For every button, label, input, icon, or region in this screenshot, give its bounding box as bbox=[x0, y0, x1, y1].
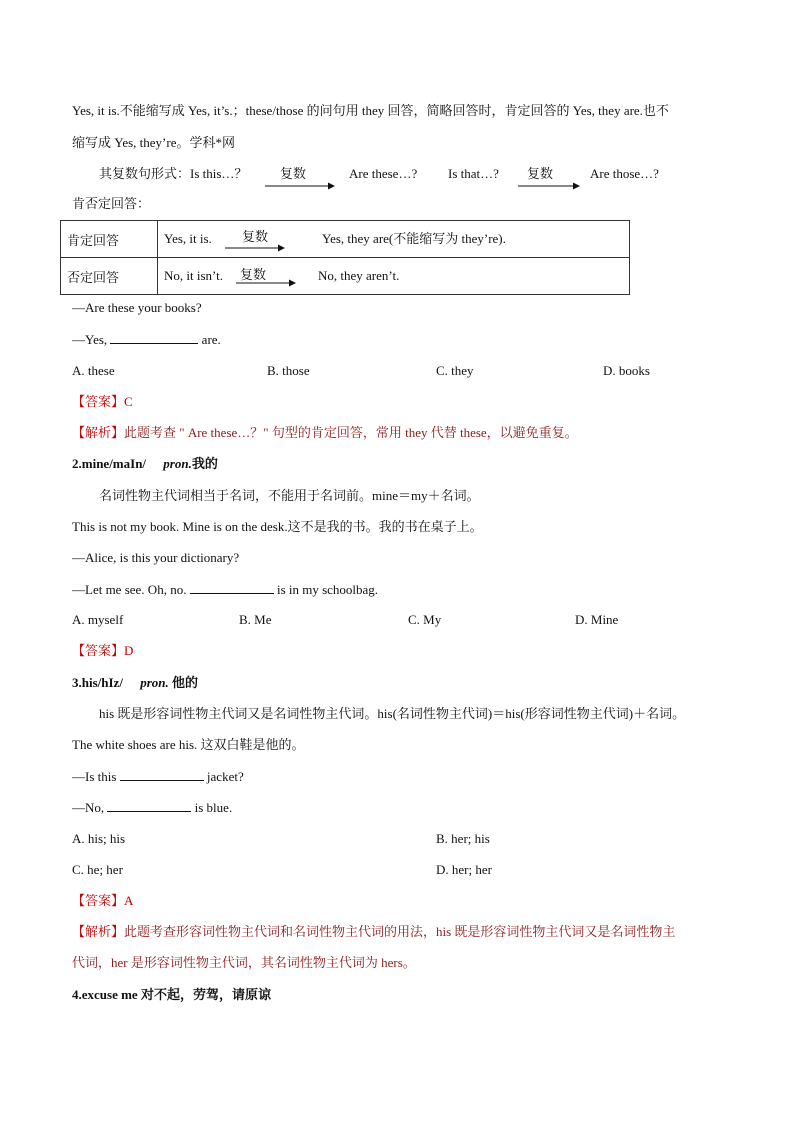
analysis-tag: 【解析】 bbox=[72, 425, 125, 440]
question-line bbox=[72, 799, 232, 816]
analysis-text: 此题考查 " Are these…？" 句型的肯定回答，常用 they 代替 these，以避免重复。 bbox=[124, 425, 578, 440]
analysis-line: 代词，her 是形容词性物主代词，其名词性物主代词为 hers。 bbox=[72, 955, 416, 970]
answer-line: 【答案】D bbox=[72, 643, 134, 658]
answer-blank bbox=[190, 581, 274, 594]
question-text: —No, bbox=[72, 800, 105, 815]
answer-blank bbox=[107, 799, 191, 812]
answer-line: 【答案】A bbox=[72, 893, 134, 908]
analysis-line bbox=[72, 425, 578, 441]
option-c: C. they bbox=[436, 363, 474, 378]
arrow-label: 复数 bbox=[242, 229, 269, 244]
option-c: C. My bbox=[408, 612, 442, 627]
plural-lead: 其复数句形式：Is this…？ bbox=[99, 166, 248, 181]
table-right-text: No, they aren’t. bbox=[318, 268, 400, 283]
heading-word: 2.mine/maIn/ bbox=[72, 456, 147, 471]
heading-cn: 他的 bbox=[171, 675, 198, 690]
question-line bbox=[72, 331, 221, 348]
plural-end: Are those…? bbox=[590, 166, 659, 181]
answer-line: 【答案】C bbox=[72, 394, 133, 409]
table-row bbox=[61, 221, 630, 258]
option-a: A. these bbox=[72, 363, 115, 378]
answer-blank bbox=[110, 331, 198, 344]
option-b: B. her; his bbox=[436, 831, 490, 846]
analysis-line bbox=[72, 924, 675, 940]
plural-mid1: Are these…? bbox=[349, 166, 418, 181]
arrow-label: 复数 bbox=[240, 267, 267, 282]
section-heading bbox=[72, 675, 198, 691]
option-b: B. Me bbox=[239, 612, 272, 627]
table-cell-content bbox=[158, 221, 630, 258]
question-text: is blue. bbox=[194, 800, 233, 815]
question-text: —Let me see. Oh, no. bbox=[72, 582, 187, 597]
table-left-text: No, it isn’t. bbox=[164, 268, 223, 283]
question-text: is in my schoolbag. bbox=[276, 582, 379, 597]
question-text: jacket? bbox=[206, 769, 244, 784]
paragraph-line: his 既是形容词性物主代词又是名词性物主代词。his(名词性物主代词)＝his(形容词性物主代词)＋名词。 bbox=[99, 706, 686, 721]
question-line bbox=[72, 581, 378, 598]
table-cell-label: 否定回答 bbox=[61, 258, 158, 295]
arrow-label: 复数 bbox=[280, 166, 307, 181]
table-left-text: Yes, it is. bbox=[164, 231, 212, 246]
paragraph-line: 名词性物主代词相当于名词，不能用于名词前。mine＝my＋名词。 bbox=[99, 488, 480, 503]
paragraph-line: The white shoes are his. 这双白鞋是他的。 bbox=[72, 737, 305, 752]
answer-blank bbox=[120, 768, 204, 781]
question-line bbox=[72, 768, 244, 785]
question-line: —Alice, is this your dictionary? bbox=[72, 550, 240, 565]
heading-cn: 我的 bbox=[191, 456, 218, 471]
option-a: A. myself bbox=[72, 612, 124, 627]
answer-table bbox=[60, 220, 630, 295]
table-right-text: Yes, they are(不能缩写为 they’re). bbox=[322, 231, 506, 246]
heading-pos: pron. bbox=[163, 456, 192, 471]
right-arrow-icon bbox=[518, 181, 580, 191]
option-d: D. her; her bbox=[436, 862, 492, 877]
plural-mid2: Is that…? bbox=[448, 166, 499, 181]
table-row bbox=[61, 258, 630, 295]
option-a: A. his; his bbox=[72, 831, 126, 846]
table-cell-label: 肯定回答 bbox=[61, 221, 158, 258]
paragraph-line: Yes, it is.不能缩写成 Yes, it’s.；these/those 的问句用 they 回答，简略回答时，肯定回答的 Yes, they are.也不 bbox=[72, 103, 669, 118]
table-cell-content bbox=[158, 258, 630, 295]
paragraph-line: This is not my book. Mine is on the desk.这不是我的书。我的书在桌子上。 bbox=[72, 519, 483, 534]
section-heading: 4.excuse me 对不起，劳驾，请原谅 bbox=[72, 987, 271, 1002]
heading-pos: pron. bbox=[140, 675, 169, 690]
paragraph-line: 缩写成 Yes, they’re。学科*网 bbox=[72, 135, 235, 150]
analysis-tag: 【解析】 bbox=[72, 924, 125, 939]
arrow-label: 复数 bbox=[527, 166, 554, 181]
question-text: —Yes, bbox=[72, 332, 108, 347]
analysis-text: 此题考查形容词性物主代词和名词性物主代词的用法，his 既是形容词性物主代词又是名词性物主 bbox=[124, 924, 676, 939]
question-text: —Is this bbox=[72, 769, 117, 784]
section-heading bbox=[72, 456, 218, 472]
option-d: D. books bbox=[603, 363, 650, 378]
heading-word: 3.his/hIz/ bbox=[72, 675, 123, 690]
answers-heading: 肯否定回答： bbox=[72, 196, 151, 211]
question-text: are. bbox=[201, 332, 221, 347]
right-arrow-icon bbox=[265, 181, 335, 191]
option-b: B. those bbox=[267, 363, 310, 378]
option-d: D. Mine bbox=[575, 612, 619, 627]
right-arrow-icon bbox=[225, 243, 285, 253]
option-c: C. he; her bbox=[72, 862, 123, 877]
right-arrow-icon bbox=[236, 278, 296, 288]
question-line: —Are these your books? bbox=[72, 300, 202, 315]
